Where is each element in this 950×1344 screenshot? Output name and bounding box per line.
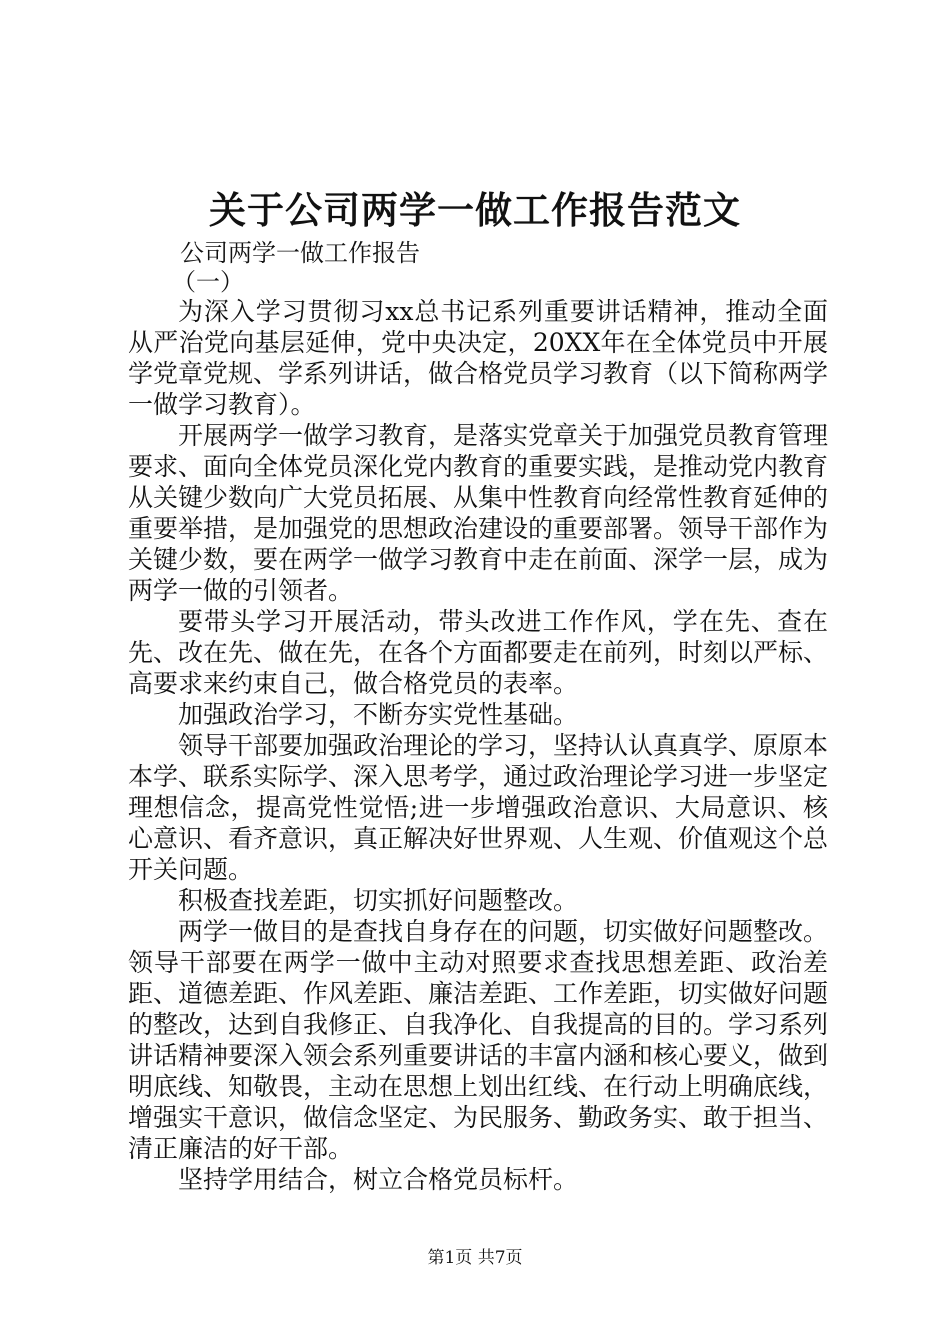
document-body <box>128 296 828 1195</box>
section-number: （一） <box>172 268 244 296</box>
paragraph: 加强政治学习，不断夯实党性基础。 <box>178 700 579 729</box>
paragraph: 坚持学用结合，树立合格党员标杆。 <box>178 1165 579 1194</box>
paragraph: 两学一做目的是查找自身存在的问题，切实做好问题整改。领导干部要在两学一做中主动对照要求查找思想差距、政治差距、道德差距、作风差距、廉洁差距、工作差距，切实做好问题的整改，达到自我修正、自我净化、自我提高的目的。学习系列讲话精神要深入领会系列重要讲话的丰富内涵和核心要义，做到明底线、知敬畏，主动在思想上划出红线、在行动上明确底线，增强实干意识，做信念坚定、为民服务、勤政务实、敢于担当、清正廉洁的好干部。 <box>128 917 829 1163</box>
paragraph: 要带头学习开展活动，带头改进工作作风，学在先、查在先、改在先、做在先，在各个方面都要走在前列，时刻以严标、高要求来约束自己，做合格党员的表率。 <box>128 607 829 698</box>
document-subtitle: 公司两学一做工作报告 <box>180 239 420 267</box>
paragraph: 开展两学一做学习教育，是落实党章关于加强党员教育管理要求、面向全体党员深化党内教育的重要实践，是推动党内教育从关键少数向广大党员拓展、从集中性教育向经常性教育延伸的重要举措，是加强党的思想政治建设的重要部署。领导干部作为关键少数，要在两学一做学习教育中走在前面、深学一层，成为两学一做的引领者。 <box>128 421 829 605</box>
page-footer: 第1页 共7页 <box>427 1248 523 1268</box>
paragraph: 积极查找差距，切实抓好问题整改。 <box>178 886 579 915</box>
paragraph: 领导干部要加强政治理论的学习，坚持认认真真学、原原本本学、联系实际学、深入思考学，通过政治理论学习进一步坚定理想信念，提高党性觉悟;进一步增强政治意识、大局意识、核心意识、看齐意识，真正解决好世界观、人生观、价值观这个总开关问题。 <box>128 731 829 884</box>
paragraph: 为深入学习贯彻习xx总书记系列重要讲话精神，推动全面从严治党向基层延伸，党中央决定，20XX年在全体党员中开展学党章党规、学系列讲话，做合格党员学习教育（以下简称两学一做学习教育）。 <box>128 297 829 419</box>
document-title: 关于公司两学一做工作报告范文 <box>209 188 741 232</box>
